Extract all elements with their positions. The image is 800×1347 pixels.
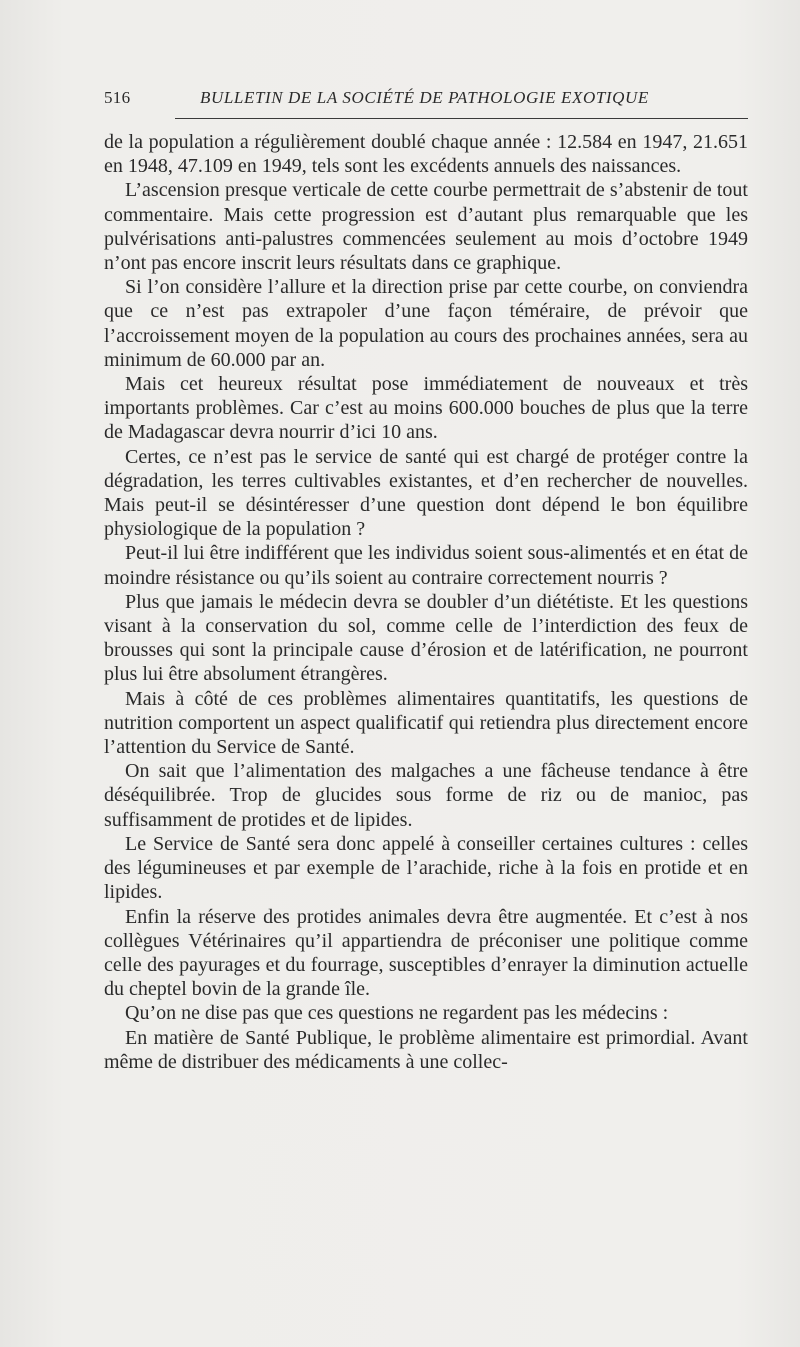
paragraph: Qu’on ne dise pas que ces questions ne regardent pas les médecins : (125, 1002, 669, 1025)
paragraph: Mais cet heureux résultat pose immédiatement de nouveaux et très importants problèmes. Car c’est au moins 600.000 bouches de plus que la terre de Madagascar devra nourrir d’ici 10 ans. (104, 373, 748, 444)
paragraph: Plus que jamais le médecin devra se doubler d’un diététiste. Et les questions visant à la conservation du sol, comme celle de l’interdiction des feux de brousses qui sont la principale cause d’érosion et de latérification, ne pourront plus lui être absolument étrangères. (104, 590, 748, 686)
paragraph: L’ascension presque verticale de cette courbe permettrait de s’abstenir de tout commentaire. Mais cette progression est d’autant plus remarquable que les pulvérisations anti-palustres commencées seulement au mois d’octobre 1949 n’ont pas encore inscrit leurs résultats dans ce graphique. (104, 179, 748, 275)
paragraph: de la population a régulièrement doublé chaque année : 12.584 en 1947, 21.651 en 1948, 47.109 en 1949, tels sont les excédents annuels des naissances. (104, 131, 748, 178)
paragraph: Mais à côté de ces problèmes alimentaires quantitatifs, les questions de nutrition comportent un aspect qualificatif qui retiendra plus directement encore l’attention du Service de Santé. (104, 687, 748, 759)
paragraph: Enfin la réserve des protides animales devra être augmentée. Et c’est à nos collègues Vétérinaires qu’il appartiendra de préconiser une politique comme celle des payurages et du fourrage, susceptibles d’enrayer la diminution actuelle du cheptel bovin de la grande île. (104, 905, 748, 1001)
paragraph: On sait que l’alimentation des malgaches a une fâcheuse tendance à être déséquilibrée. Trop de glucides sous forme de riz ou de manioc, pas suffisamment de protides et de lipides. (104, 760, 748, 831)
paragraph: En matière de Santé Publique, le problème alimentaire est primordial. Avant même de distribuer des médicaments à une collec- (104, 1026, 748, 1073)
body-text (104, 130, 748, 1074)
header-rule (175, 118, 748, 119)
paragraph: Le Service de Santé sera donc appelé à conseiller certaines cultures : celles des légumineuses et par exemple de l’arachide, riche à la fois en protide et en lipides. (104, 832, 748, 904)
running-title: BULLETIN DE LA SOCIÉTÉ DE PATHOLOGIE EXOTIQUE (200, 88, 649, 107)
page-number: 516 (104, 88, 131, 107)
paragraph: Peut-il lui être indifférent que les individus soient sous-alimentés et en état de moindre résistance ou qu’ils soient au contraire correctement nourris ? (104, 542, 748, 589)
page-header (104, 88, 748, 116)
paragraph: Si l’on considère l’allure et la direction prise par cette courbe, on conviendra que ce n’est pas extrapoler d’une façon téméraire, de prévoir que l’accroissement moyen de la population au cours des prochaines années, sera au minimum de 60.000 par an. (104, 276, 748, 371)
paragraph: Certes, ce n’est pas le service de santé qui est chargé de protéger contre la dégradation, les terres cultivables existantes, et d’en rechercher de nouvelles. Mais peut-il se désintéresser d’une question dont dépend le bon équilibre physiologique de la population ? (104, 445, 748, 541)
